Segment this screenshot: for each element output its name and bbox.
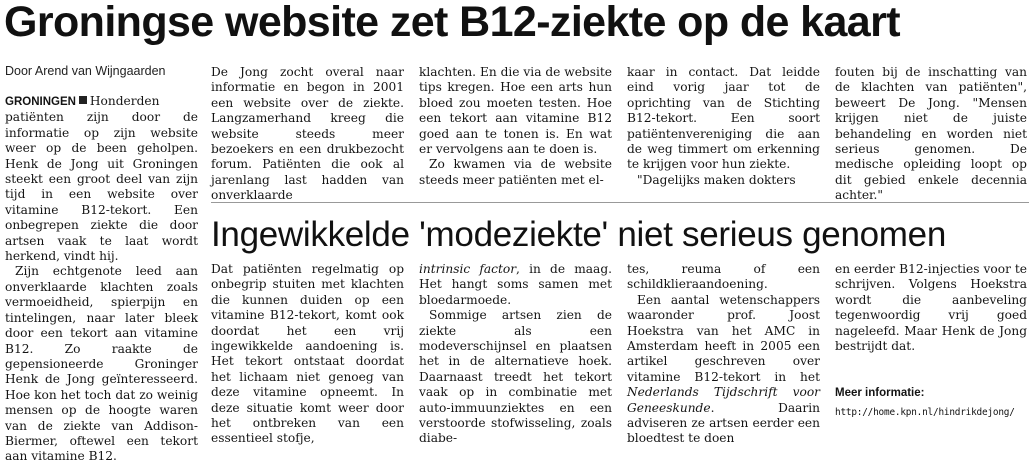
article-column-1 bbox=[5, 94, 198, 464]
subheadline: Ingewikkelde 'modeziekte' niet serieus genomen bbox=[211, 215, 946, 254]
byline: Door Arend van Wijngaarden bbox=[5, 64, 166, 78]
article-column-4 bbox=[627, 65, 820, 193]
column-3-paragraph-1: klachten. En die via de website tips kregen. Hoe een arts hun bloed zou moeten testen. Hoe een tekort aan vitamine B12 goed aan te tonen is. En wat er vervolgens aan te doen is. bbox=[419, 65, 612, 157]
column-7-paragraph-2: Sommige artsen zien de ziekte als een modeverschijnsel en plaatsen het in de alternatieve hoek. Daarnaast treedt het tekort vaak op in combinatie met auto-immuunziektes en een verstoorde stofwisseling, zoals diabe- bbox=[419, 308, 612, 446]
more-info-url[interactable]: http://home.kpn.nl/hindrikdejong/ bbox=[835, 407, 1015, 418]
column-7-paragraph-1: , in de maag. Het hangt soms samen met bloedarmoede. bbox=[419, 262, 612, 307]
column-6-paragraph: Dat patiënten regelmatig op onbegrip stuiten met klachten die kunnen duiden op een vitamine B12-tekort, komt ook doordat het een vrij ingewikkelde aandoening is. Het tekort ontstaat doordat het lichaam niet genoeg van deze vitamine opneemt. In deze situatie komt weer door het ontbreken van een essentieel stofje, bbox=[211, 262, 404, 446]
italic-term: intrinsic factor bbox=[419, 262, 517, 276]
article-column-6 bbox=[211, 262, 404, 446]
dateline: GRONINGEN bbox=[5, 96, 76, 108]
column-1-paragraph-2: Zijn echtgenote leed aan onverklaarde klachten zoals vermoeidheid, spierpijn en tintelingen, naar later bleek door een tekort aan vitamine B12. Zo raakte de gepensioneerde Groninger Henk de Jong geïnteresseerd. Hoe kon het toch dat zo weinig mensen op de hoogte waren van de ziekte van Addison-Biermer, oftewel een tekort aan vitamine B12. bbox=[5, 264, 198, 464]
section-divider bbox=[211, 202, 1029, 203]
article-column-3 bbox=[419, 65, 612, 193]
column-4-paragraph-2: "Dagelijks maken dokters bbox=[637, 172, 796, 187]
article-column-2 bbox=[211, 65, 404, 203]
column-4-paragraph-1: kaar in contact. Dat leidde eind vorig jaar tot de oprichting van de Stichting B12-tekort. Een soort patiëntenvereniging die aan de weg timmert om erkenning te krijgen voor hun ziekte. bbox=[627, 65, 820, 172]
column-3-paragraph-2: Zo kwamen via de website steeds meer patiënten met el- bbox=[419, 157, 612, 187]
square-bullet-icon bbox=[79, 96, 87, 104]
column-1-paragraph-1: Honderden patiënten zijn door de informatie op zijn website weer op de been geholpen. Henk de Jong uit Groningen steekt een groot deel van zijn tijd in een website over vitamine B12-tekort. Een onbegrepen ziekte die door artsen vaak te laat wordt herkend, vindt hij. bbox=[5, 94, 198, 264]
article-column-5 bbox=[835, 65, 1027, 203]
article-column-9 bbox=[835, 262, 1027, 372]
column-8-paragraph-2b: . Daarin adviseren ze artsen eerder een bloedtest te doen bbox=[627, 400, 820, 446]
column-8-paragraph-2a: Een aantal wetenschappers waaronder prof. Joost Hoekstra van het AMC in Amsterdam heeft in 2005 een artikel geschreven over vitamine B12-tekort in het bbox=[627, 292, 820, 384]
column-9-paragraph: en eerder B12-injecties voor te schrijven. Volgens Hoekstra wordt die aanbeveling tegenwoordig vrij goed nageleefd. Maar Henk de Jong bestrijdt dat. bbox=[835, 262, 1027, 354]
journal-title: Nederlands Tijdschrift voor Geneeskunde bbox=[627, 385, 820, 415]
column-8-paragraph-1: tes, reuma of een schildklieraandoening. bbox=[627, 262, 820, 292]
article-column-7 bbox=[419, 262, 612, 446]
column-2-paragraph: De Jong zocht overal naar informatie en begon in 2001 een website over de ziekte. Langzamerhand kreeg die website steeds meer bezoekers en een drukbezocht forum. Patiënten die ook al jarenlang last hadden van onverklaarde bbox=[211, 65, 404, 203]
article-column-8 bbox=[627, 262, 820, 446]
headline: Groningse website zet B12-ziekte op de kaart bbox=[4, 0, 900, 46]
more-info-label: Meer informatie: bbox=[835, 387, 925, 399]
column-5-paragraph: fouten bij de inschatting van de klachten van patiënten", beweert De Jong. "Mensen krijgen niet de juiste behandeling en worden niet serieus genomen. De medische opleiding loopt op dit gebied enkele decennia achter." bbox=[835, 65, 1027, 203]
